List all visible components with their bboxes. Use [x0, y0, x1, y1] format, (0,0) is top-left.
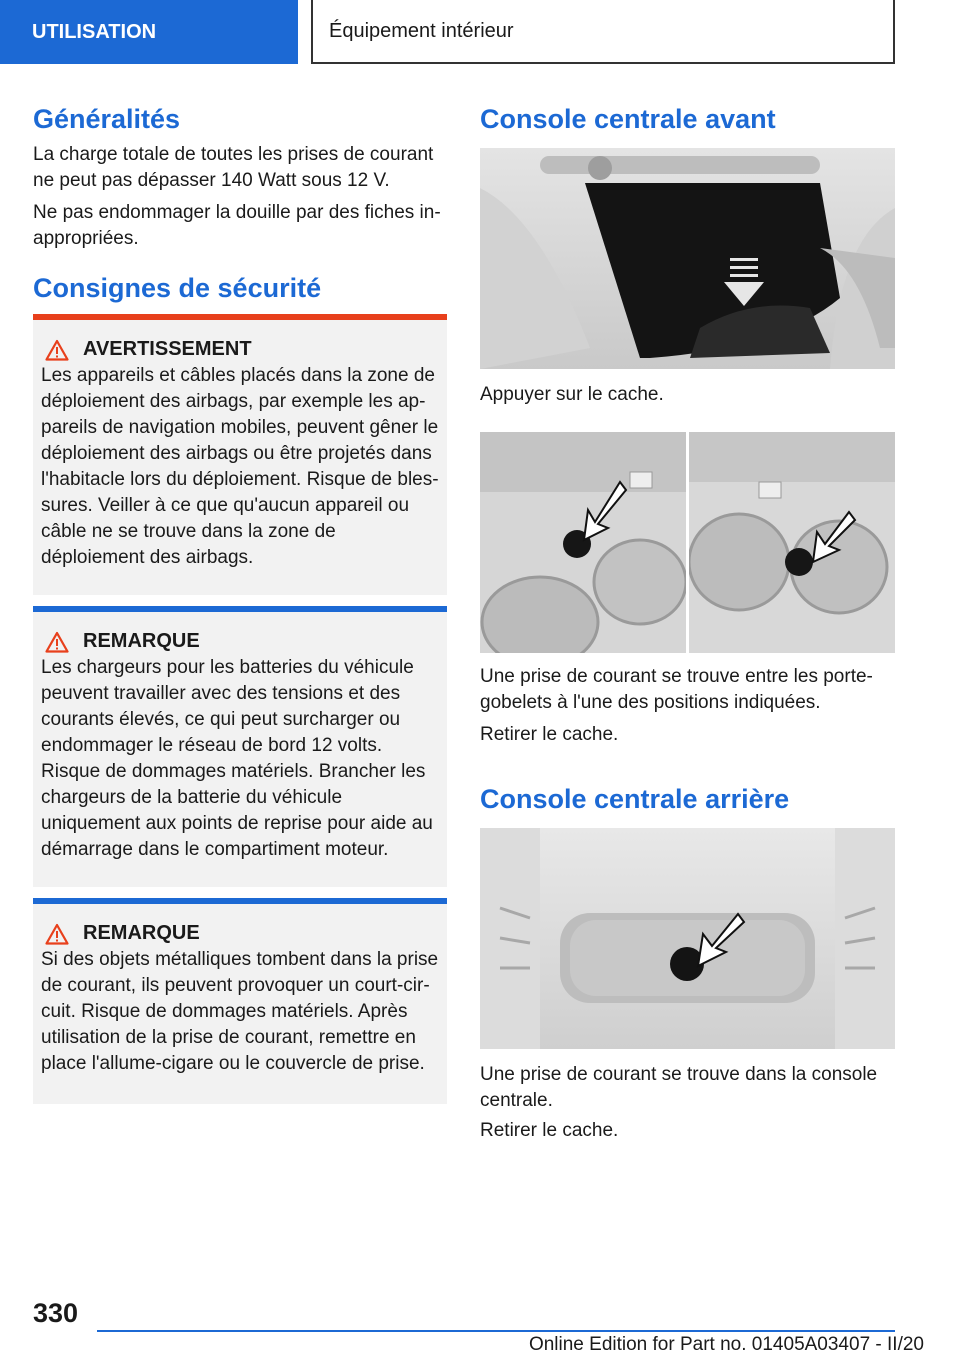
- front-caption-3: Retirer le cache.: [480, 724, 619, 745]
- front-console-illustration: [480, 148, 895, 369]
- note-bar-2: [33, 898, 447, 904]
- front-caption-2: Une prise de courant se trouve entre les porte-gobelets à l'une des positions indiquées.: [480, 666, 873, 713]
- chapter-header: [311, 0, 895, 64]
- rear-caption-2: Retirer le cache.: [480, 1120, 619, 1141]
- warning-triangle-icon: [45, 631, 69, 653]
- warning-title: AVERTISSEMENT: [83, 338, 252, 360]
- front-console-heading: Console centrale avant: [480, 104, 776, 134]
- front-console-cover-image: [480, 148, 895, 369]
- note-title-row-2: [41, 922, 439, 945]
- note-box-2: [33, 898, 447, 1104]
- warning-box: [33, 314, 447, 595]
- warning-text: Les appareils et câbles placés dans la zone de déploiement des airbags, par exemple les appareils de navigation mobiles, peuvent gêner le déploiement des airbags ou être projetés dans l'habitacle lors du déploiement. Risque de blessures. Veiller à ce que qu'aucun appareil ou câble ne se trouve dans la zone de déploiement des airbags.: [41, 365, 439, 568]
- rear-caption-1: Une prise de courant se trouve dans la console centrale.: [480, 1064, 878, 1111]
- cupholder-image-right: [689, 432, 895, 653]
- page-number: 330: [33, 1298, 79, 1328]
- warning-title-row: [41, 338, 439, 361]
- edition-text: Online Edition for Part no. 01405A03407 - II/20: [528, 1334, 924, 1355]
- note-bar-1: [33, 606, 447, 612]
- note-title-1: REMARQUE: [83, 630, 200, 652]
- warning-triangle-icon: [45, 339, 69, 361]
- safety-heading: Consignes de sécurité: [33, 273, 322, 303]
- note-title-row-1: [41, 630, 439, 653]
- note-box-1: [33, 606, 447, 887]
- general-paragraph-2: Ne pas endommager la douille par des fiches inappropriées.: [33, 202, 441, 249]
- chapter-title: Équipement intérieur: [329, 19, 514, 42]
- note-title-2: REMARQUE: [83, 922, 200, 944]
- rear-console-heading: Console centrale arrière: [480, 784, 790, 814]
- section-tab: [0, 0, 298, 64]
- rear-console-image: [480, 828, 895, 1049]
- note-text-1: Les chargeurs pour les batteries du véhicule peuvent travailler avec des tensions et des courants élevés, ce qui peut surcharger ou endommager le réseau de bord 12 volts. Risque de dommages matériels. Brancher les chargeurs de la batterie du véhicule uniquement aux points de reprise pour aide au démarrage dans le compartiment moteur.: [41, 657, 433, 860]
- front-caption-1: Appuyer sur le cache.: [480, 384, 664, 405]
- cupholder-image-left: [480, 432, 686, 653]
- section-title: UTILISATION: [32, 20, 157, 43]
- general-heading: Généralités: [33, 104, 181, 134]
- warning-triangle-icon: [45, 923, 69, 945]
- warning-bar: [33, 314, 447, 320]
- note-text-2: Si des objets métalliques tombent dans la prise de courant, ils peuvent provoquer un court-circuit. Risque de dommages matériels. Après utilisation de la prise de courant, remettre en place l'allume-cigare ou le couvercle de prise.: [41, 949, 439, 1074]
- footer-rule: [97, 1330, 895, 1332]
- general-paragraph-1: La charge totale de toutes les prises de courant ne peut pas dépasser 140 Watt sous 12 V.: [33, 144, 434, 191]
